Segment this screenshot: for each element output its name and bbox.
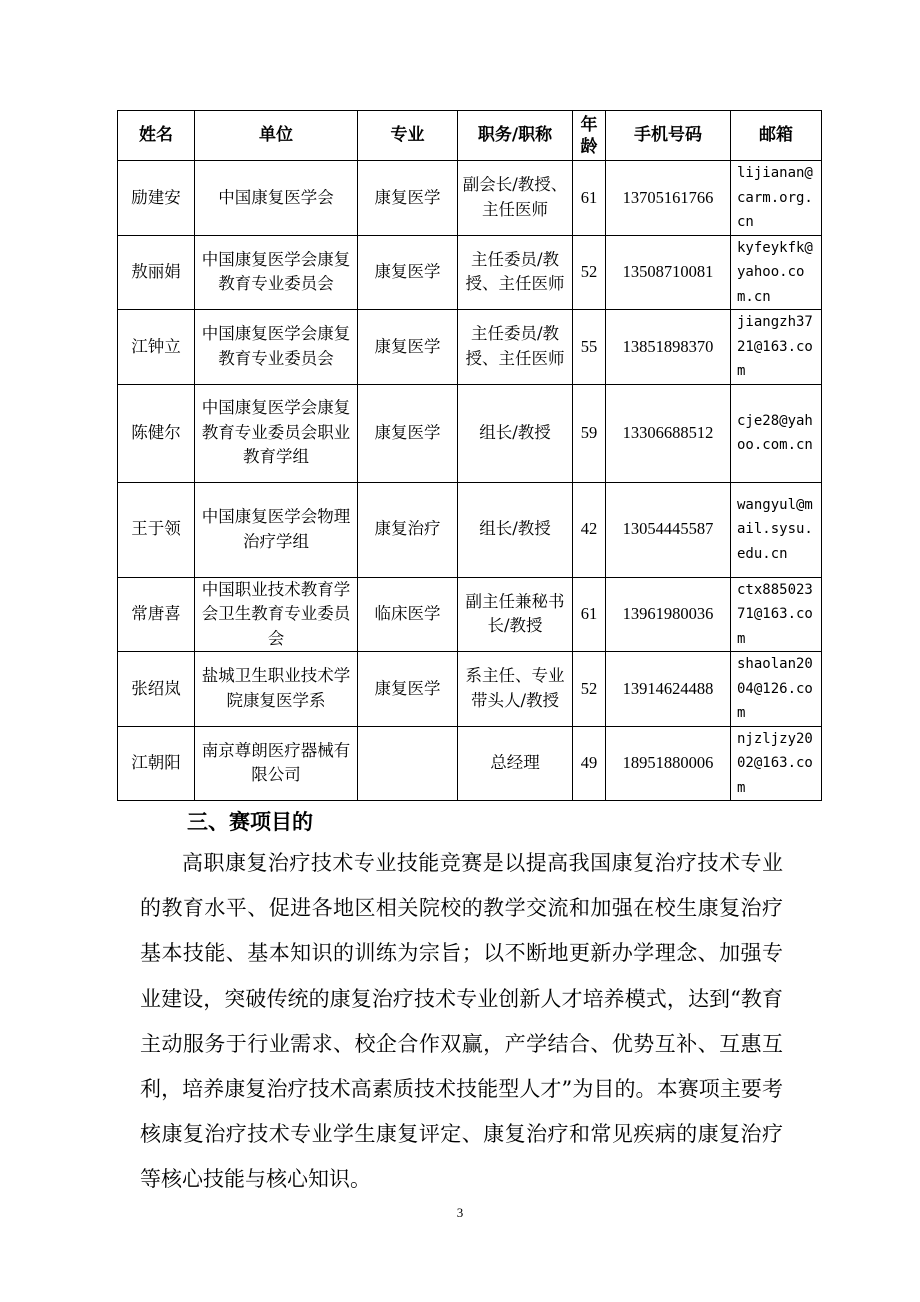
cell-phone: 13961980036 <box>606 577 731 652</box>
header-major: 专业 <box>358 111 458 161</box>
cell-email: jiangzh3721@163.com <box>731 310 822 385</box>
cell-major: 康复医学 <box>358 384 458 482</box>
cell-unit: 中国康复医学会 <box>195 161 358 236</box>
cell-age: 61 <box>573 577 606 652</box>
cell-unit: 中国康复医学会物理治疗学组 <box>195 482 358 577</box>
cell-age: 61 <box>573 161 606 236</box>
header-name: 姓名 <box>118 111 195 161</box>
cell-name: 张绍岚 <box>118 652 195 727</box>
table-row <box>118 726 822 801</box>
table-row <box>118 652 822 727</box>
cell-phone: 13705161766 <box>606 161 731 236</box>
table-row <box>118 384 822 482</box>
cell-email: cje28@yahoo.com.cn <box>731 384 822 482</box>
cell-title: 副会长/教授、主任医师 <box>458 161 573 236</box>
cell-phone: 13914624488 <box>606 652 731 727</box>
cell-title: 主任委员/教授、主任医师 <box>458 310 573 385</box>
cell-phone: 13508710081 <box>606 235 731 310</box>
cell-title: 主任委员/教授、主任医师 <box>458 235 573 310</box>
cell-age: 42 <box>573 482 606 577</box>
section-heading: 三、赛项目的 <box>187 810 313 834</box>
page-number: 3 <box>456 1205 464 1220</box>
cell-unit: 中国康复医学会康复教育专业委员会职业教育学组 <box>195 384 358 482</box>
section-body: 高职康复治疗技术专业技能竞赛是以提高我国康复治疗技术专业的教育水平、促进各地区相关院校的教学交流和加强在校生康复治疗基本技能、基本知识的训练为宗旨；以不断地更新办学理念、加强专业建设，突破传统的康复治疗技术专业创新人才培养模式，达到“教育主动服务于行业需求、校企合作双赢，产学结合、优势互补、互惠互利，培养康复治疗技术高素质技术技能型人才”为目的。本赛项主要考核康复治疗技术专业学生康复评定、康复治疗和常见疾病的康复治疗等核心技能与核心知识。 <box>140 851 783 1192</box>
cell-email: lijianan@carm.org.cn <box>731 161 822 236</box>
cell-major: 康复医学 <box>358 310 458 385</box>
cell-phone: 13306688512 <box>606 384 731 482</box>
cell-major: 康复医学 <box>358 652 458 727</box>
cell-unit: 盐城卫生职业技术学院康复医学系 <box>195 652 358 727</box>
cell-age: 59 <box>573 384 606 482</box>
cell-major: 康复治疗 <box>358 482 458 577</box>
cell-email: kyfeykfk@yahoo.com.cn <box>731 235 822 310</box>
cell-name: 江朝阳 <box>118 726 195 801</box>
table-header-row <box>118 111 822 161</box>
cell-email: ctx88502371@163.com <box>731 577 822 652</box>
table-row <box>118 310 822 385</box>
cell-name: 陈健尔 <box>118 384 195 482</box>
cell-unit: 中国职业技术教育学会卫生教育专业委员会 <box>195 577 358 652</box>
cell-age: 52 <box>573 235 606 310</box>
cell-major <box>358 726 458 801</box>
cell-age: 55 <box>573 310 606 385</box>
cell-unit: 中国康复医学会康复教育专业委员会 <box>195 310 358 385</box>
cell-name: 江钟立 <box>118 310 195 385</box>
header-email: 邮箱 <box>731 111 822 161</box>
cell-age: 49 <box>573 726 606 801</box>
cell-name: 敖丽娟 <box>118 235 195 310</box>
table-row <box>118 161 822 236</box>
table-body <box>118 161 822 801</box>
cell-major: 康复医学 <box>358 235 458 310</box>
cell-major: 康复医学 <box>358 161 458 236</box>
cell-name: 王于领 <box>118 482 195 577</box>
header-age: 年龄 <box>573 111 606 161</box>
cell-email: shaolan2004@126.com <box>731 652 822 727</box>
header-phone: 手机号码 <box>606 111 731 161</box>
cell-email: wangyul@mail.sysu.edu.cn <box>731 482 822 577</box>
table-row <box>118 235 822 310</box>
cell-email: njzljzy2002@163.com <box>731 726 822 801</box>
table-row <box>118 482 822 577</box>
cell-phone: 13054445587 <box>606 482 731 577</box>
table-row <box>118 577 822 652</box>
cell-title: 组长/教授 <box>458 482 573 577</box>
header-title: 职务/职称 <box>458 111 573 161</box>
cell-unit: 南京尊朗医疗器械有限公司 <box>195 726 358 801</box>
cell-name: 常唐喜 <box>118 577 195 652</box>
cell-title: 副主任兼秘书长/教授 <box>458 577 573 652</box>
committee-table <box>117 110 822 801</box>
cell-phone: 13851898370 <box>606 310 731 385</box>
header-unit: 单位 <box>195 111 358 161</box>
cell-title: 总经理 <box>458 726 573 801</box>
cell-title: 组长/教授 <box>458 384 573 482</box>
cell-major: 临床医学 <box>358 577 458 652</box>
cell-title: 系主任、专业带头人/教授 <box>458 652 573 727</box>
cell-age: 52 <box>573 652 606 727</box>
cell-name: 励建安 <box>118 161 195 236</box>
cell-phone: 18951880006 <box>606 726 731 801</box>
cell-unit: 中国康复医学会康复教育专业委员会 <box>195 235 358 310</box>
